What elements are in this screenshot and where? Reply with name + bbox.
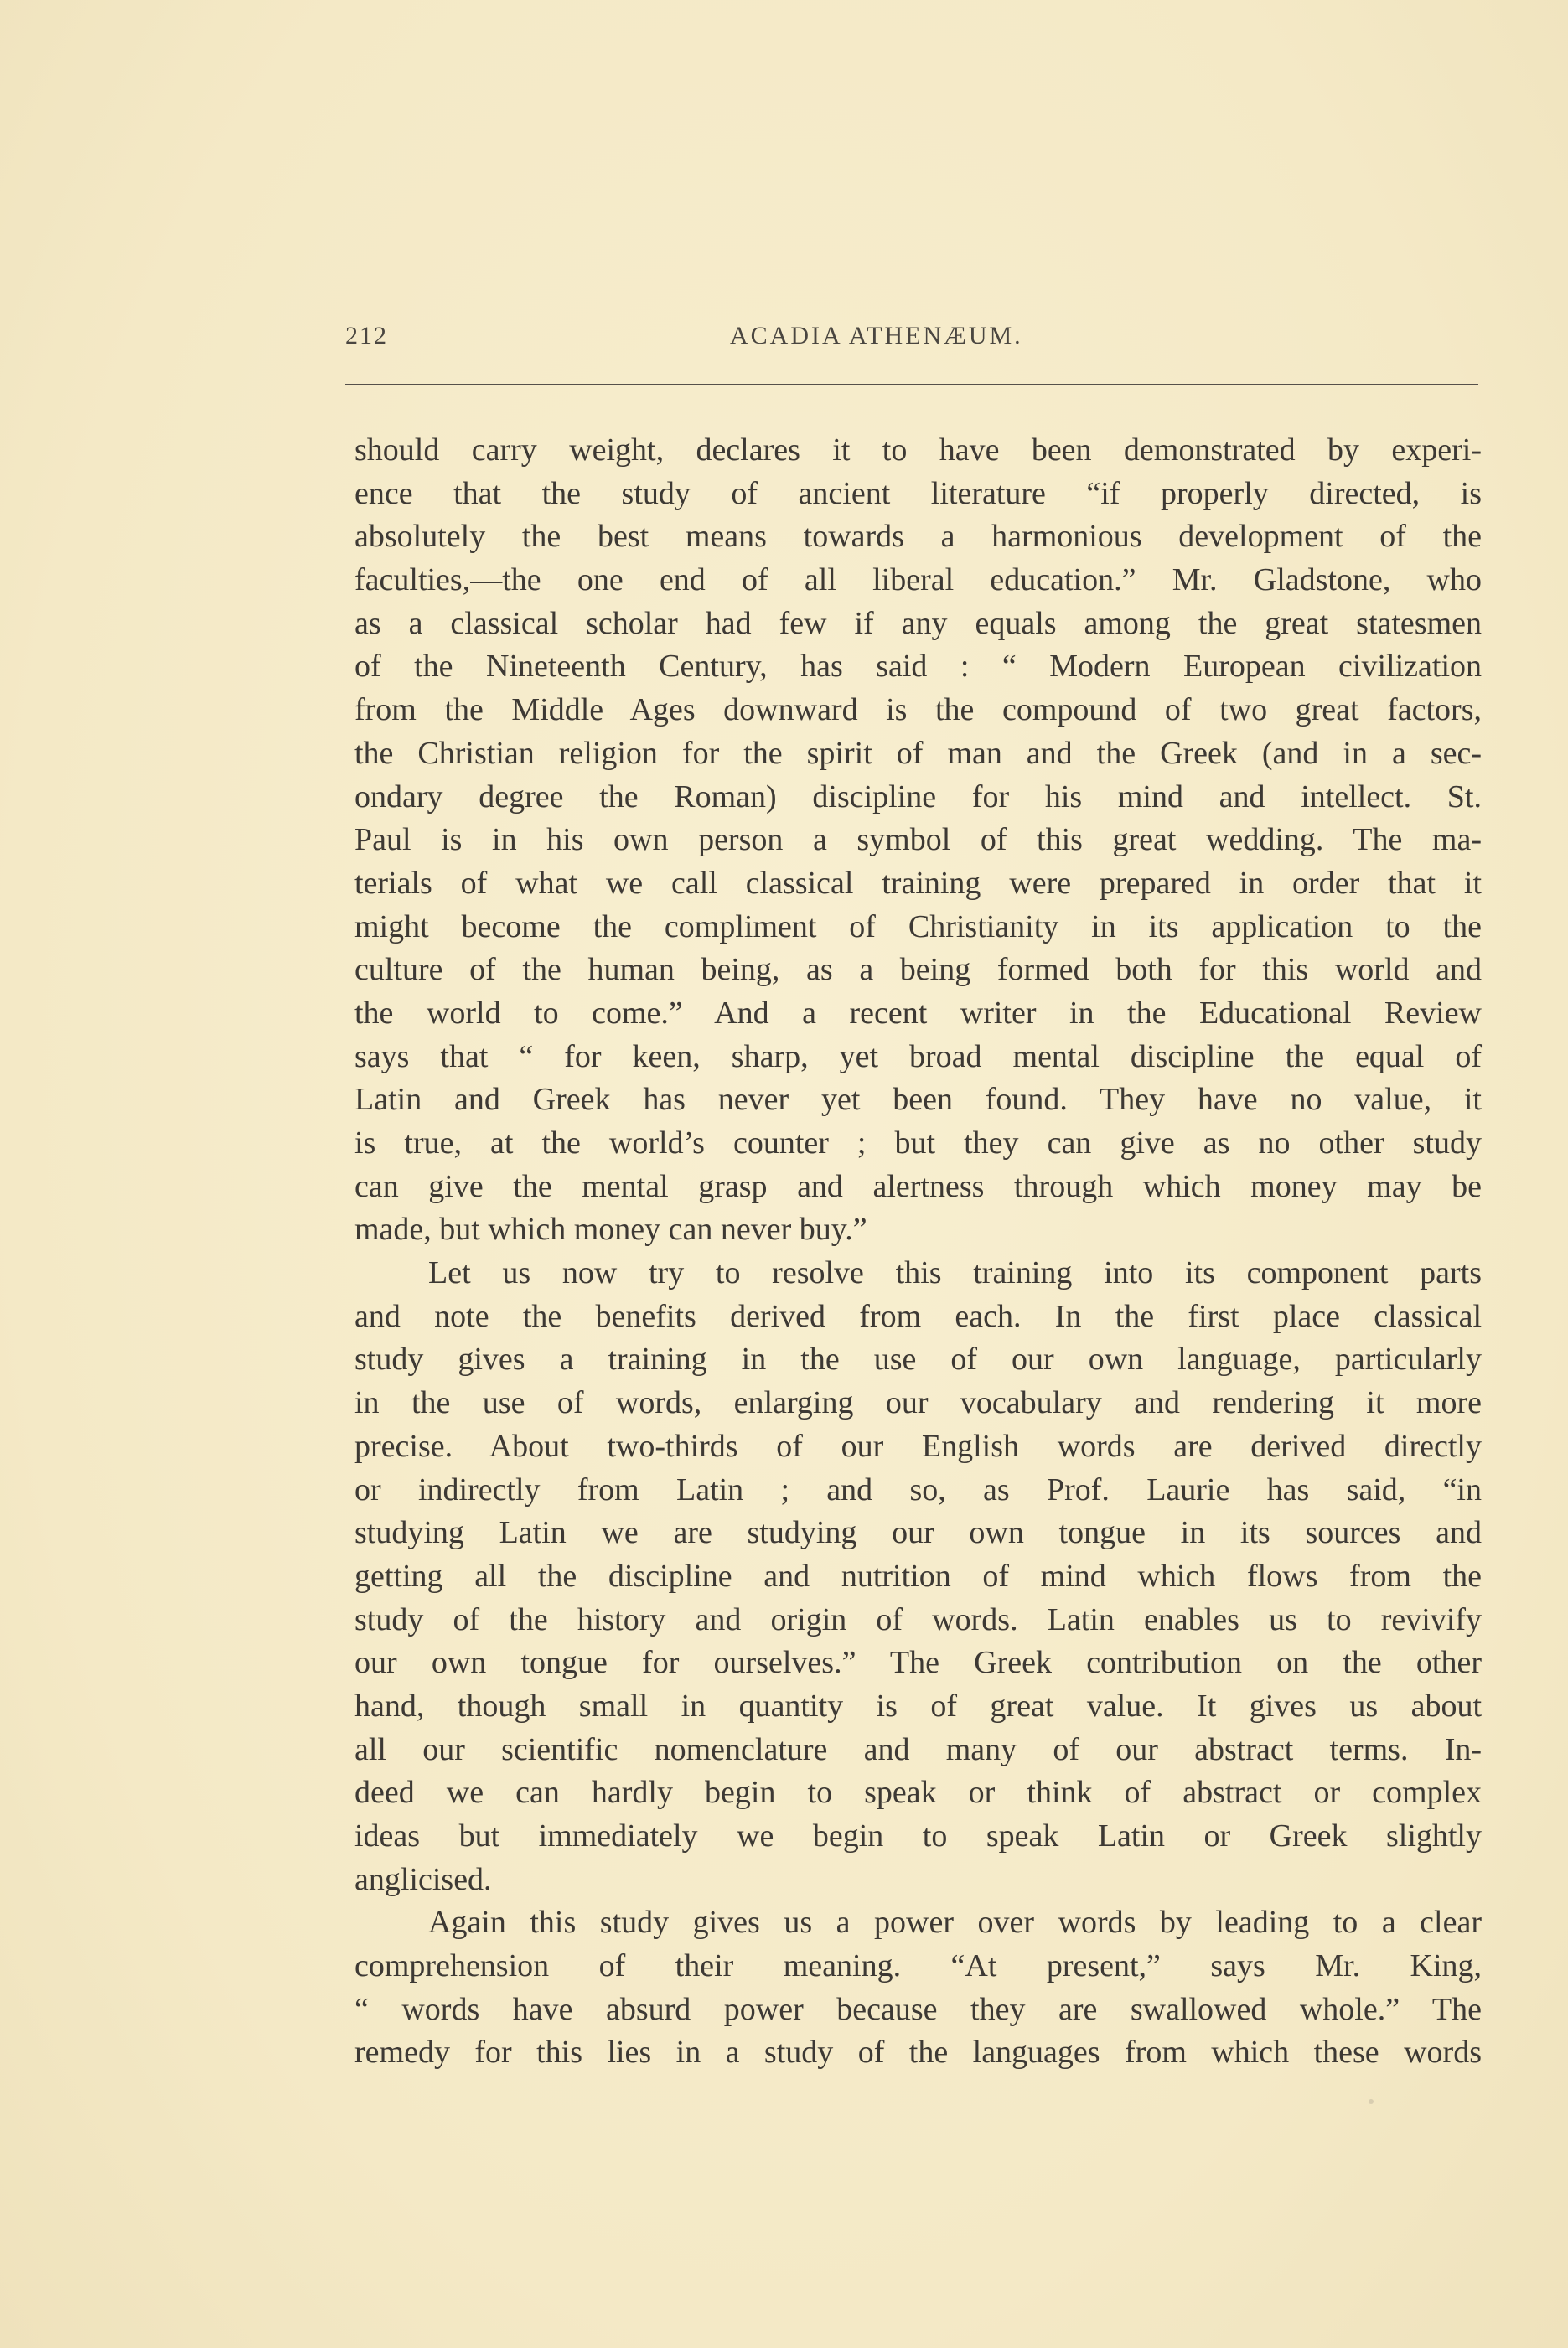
text-line: ondary degree the Roman) discipline for his mind and intellect. St.	[354, 778, 1482, 815]
text-line: or indirectly from Latin ; and so, as Prof. Laurie has said, “in	[354, 1471, 1482, 1508]
header-rule	[345, 384, 1478, 385]
text-line: absolutely the best means towards a harmonious development of the	[354, 519, 1482, 555]
text-line: deed we can hardly begin to speak or think of abstract or complex	[354, 1775, 1482, 1811]
text-line: and note the benefits derived from each. In the first place classical	[354, 1298, 1482, 1334]
text-line: says that “ for keen, sharp, yet broad mental discipline the equal of	[354, 1038, 1482, 1074]
text-line: ideas but immediately we begin to speak Latin or Greek slightly	[354, 1818, 1482, 1854]
running-head: ACADIA ATHENÆUM.	[730, 322, 1023, 349]
text-line: is true, at the world’s counter ; but they can give as no other study	[354, 1125, 1482, 1161]
text-line: culture of the human being, as a being formed both for this world and	[354, 952, 1482, 988]
text-line: precise. About two-thirds of our English words are derived directly	[354, 1428, 1482, 1464]
text-line: study gives a training in the use of our own language, particularly	[354, 1342, 1482, 1378]
text-line: getting all the discipline and nutrition of mind which flows from the	[354, 1558, 1482, 1594]
body-text	[354, 429, 1482, 2075]
text-line: made, but which money can never buy.”	[354, 1212, 867, 1248]
text-line: faculties,—the one end of all liberal education.” Mr. Gladstone, who	[354, 562, 1482, 598]
text-line: might become the compliment of Christianity in its application to the	[354, 908, 1482, 944]
text-line: from the Middle Ages downward is the compound of two great factors,	[354, 692, 1482, 728]
text-line: studying Latin we are studying our own tongue in its sources and	[354, 1515, 1482, 1551]
paragraph-start-line: Again this study gives us a power over words by leading to a clear	[428, 1905, 1482, 1941]
text-line: Latin and Greek has never yet been found. They have no value, it	[354, 1082, 1482, 1118]
text-line: anglicised.	[354, 1861, 492, 1897]
text-line: Paul is in his own person a symbol of this great wedding. The ma-	[354, 822, 1482, 858]
text-line: comprehension of their meaning. “At present,” says Mr. King,	[354, 1948, 1482, 1984]
text-line: terials of what we call classical training were prepared in order that it	[354, 865, 1482, 901]
text-line: as a classical scholar had few if any equals among the great statesmen	[354, 605, 1482, 641]
text-line: ence that the study of ancient literature “if properly directed, is	[354, 475, 1482, 511]
text-line: remedy for this lies in a study of the languages from which these words	[354, 2035, 1482, 2071]
page-header	[345, 322, 1477, 364]
text-line: the world to come.” And a recent writer in the Educational Review	[354, 995, 1482, 1031]
text-line: of the Nineteenth Century, has said : “ Modern European civilization	[354, 649, 1482, 685]
text-line: our own tongue for ourselves.” The Greek contribution on the other	[354, 1645, 1482, 1681]
text-line: hand, though small in quantity is of great value. It gives us about	[354, 1688, 1482, 1724]
text-line: can give the mental grasp and alertness through which money may be	[354, 1168, 1482, 1204]
paragraph-start-line: Let us now try to resolve this training into its component parts	[428, 1255, 1482, 1291]
text-line: “ words have absurd power because they are swallowed whole.” The	[354, 1991, 1482, 2027]
text-line: should carry weight, declares it to have been demonstrated by experi-	[354, 432, 1482, 468]
paper-speck	[1369, 2099, 1374, 2104]
text-line: all our scientific nomenclature and many of our abstract terms. In-	[354, 1731, 1482, 1767]
text-line: study of the history and origin of words. Latin enables us to revivify	[354, 1601, 1482, 1637]
page-number: 212	[345, 322, 388, 349]
text-line: in the use of words, enlarging our vocabulary and rendering it more	[354, 1385, 1482, 1421]
text-line: the Christian religion for the spirit of man and the Greek (and in a sec-	[354, 735, 1482, 771]
